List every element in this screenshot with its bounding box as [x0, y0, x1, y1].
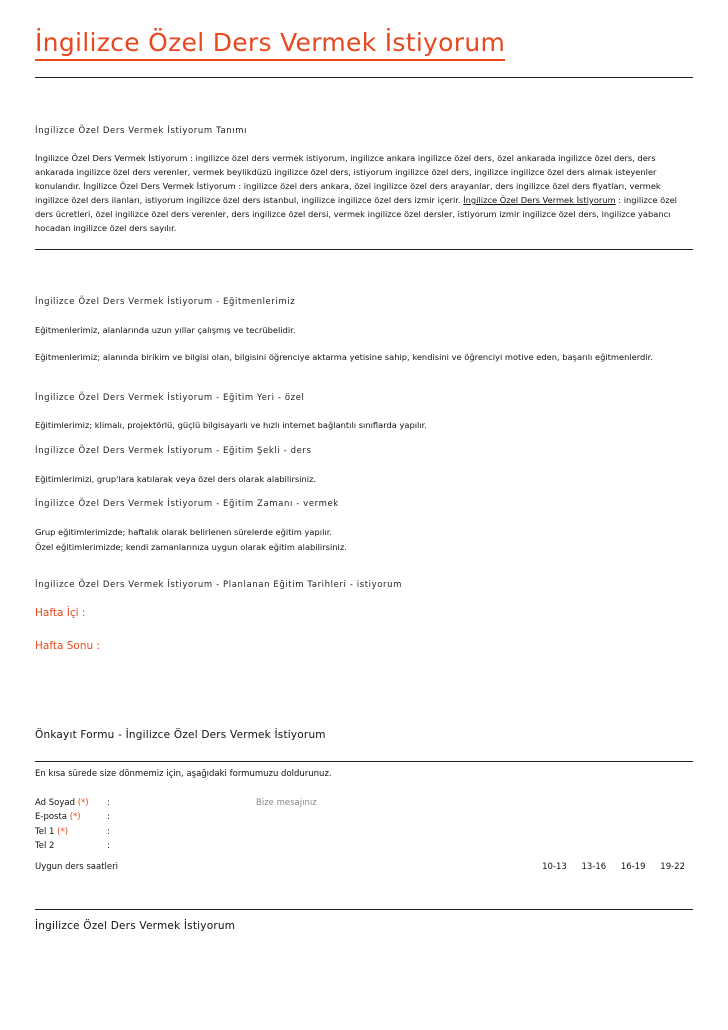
schedule-heading: İngilizce Özel Ders Vermek İstiyorum - Planlanan Eğitim Tarihleri - istiyorum: [35, 580, 403, 590]
hours-label: Uygun ders saatleri: [35, 862, 118, 872]
page-title: İngilizce Özel Ders Vermek İstiyorum: [35, 28, 505, 61]
instructors-para1: Eğitmenlerimiz, alanlarında uzun yıllar çalışmış ve tecrübelidir.: [35, 325, 296, 335]
description-paragraph: [35, 151, 693, 235]
footer-title: İngilizce Özel Ders Vermek İstiyorum: [35, 920, 236, 932]
tel1-field[interactable]: [35, 827, 110, 837]
hour-option[interactable]: 19-22: [660, 862, 685, 872]
required-mark: (*): [57, 827, 69, 837]
field-colon: :: [107, 841, 110, 851]
required-mark: (*): [77, 798, 89, 808]
name-label: Ad Soyad: [35, 798, 75, 808]
email-label: E-posta: [35, 812, 68, 822]
required-mark: (*): [69, 812, 81, 822]
location-heading: İngilizce Özel Ders Vermek İstiyorum - Eğitim Yeri - özel: [35, 393, 305, 403]
description-link[interactable]: İngilizce Özel Ders Vermek İstiyorum: [463, 195, 616, 205]
instructors-heading: İngilizce Özel Ders Vermek İstiyorum - Eğitmenlerimiz: [35, 297, 296, 307]
weekend-label: Hafta Sonu :: [35, 640, 101, 652]
message-field[interactable]: Bize mesajınız: [256, 798, 317, 808]
form-divider: [35, 761, 693, 762]
weekday-label: Hafta İçi :: [35, 607, 86, 619]
name-field[interactable]: [35, 798, 110, 808]
title-divider: [35, 77, 693, 78]
form-intro: En kısa sürede size dönmemiz için, aşağıdaki formumuzu doldurunuz.: [35, 769, 332, 779]
hour-option[interactable]: 13-16: [581, 862, 607, 872]
hour-option[interactable]: 10-13: [542, 862, 567, 872]
section-divider: [35, 249, 693, 250]
field-colon: :: [107, 827, 110, 837]
description-heading: İngilizce Özel Ders Vermek İstiyorum Tanımı: [35, 126, 248, 136]
field-colon: :: [107, 798, 110, 808]
hour-option[interactable]: 16-19: [620, 862, 646, 872]
tel2-field[interactable]: [35, 841, 110, 851]
description-lead: İngilizce Özel Ders Vermek İstiyorum : ingilizce özel ders vermek istiyorum, ingilizce ankara ingilizce özel ders, özel ankarada ingilizce özel ders, ders ankarada ingilizce özel ders verenler, vermek beylikdüzü ingilizce özel ders, istiyorum ingilizce özel ders, ingilizce ingilizce özel ders almak isteyenler konulandır. İngilizce Özel Ders Vermek İstiyorum : ingilizce özel ders ankara, özel ingilizce özel ders arayanlar, ders ingilizce özel ders fiyatları, vermek ingilizce özel ders ilanları, istiyorum ingilizce özel ders istanbul, ingilizce ingilizce özel ders izmir içerir.: [35, 153, 661, 205]
timing-line1: Grup eğitimlerimizde; haftalık olarak belirlenen sürelerde eğitim yapılır.: [35, 527, 332, 537]
instructors-para2: Eğitmenlerimiz; alanında birikim ve bilgisi olan, bilgisini öğrenciye aktarma yetisine sahip, kendisini ve öğrenciyi motive eden, başarılı eğitmenlerdir.: [35, 352, 653, 362]
email-field[interactable]: [35, 812, 110, 822]
timing-heading: İngilizce Özel Ders Vermek İstiyorum - Eğitim Zamanı - vermek: [35, 499, 339, 509]
tel1-label: Tel 1: [35, 827, 55, 837]
field-colon: :: [107, 812, 110, 822]
tel2-label: Tel 2: [35, 841, 55, 851]
hours-options: [532, 862, 685, 872]
location-para: Eğitimlerimiz; klimalı, projektörlü, güçlü bilgisayarlı ve hızlı internet bağlantılı sınıflarda yapılır.: [35, 420, 427, 430]
timing-line2: Özel eğitimlerimizde; kendi zamanlarınıza uygun olarak eğitim alabilirsiniz.: [35, 542, 347, 552]
format-para: Eğitimlerimizi, grup'lara katılarak veya özel ders olarak alabilirsiniz.: [35, 474, 317, 484]
form-title: Önkayıt Formu - İngilizce Özel Ders Vermek İstiyorum: [35, 729, 326, 741]
description-tail: : ingilizce özel ders ücretleri, özel ingilizce özel ders verenler, ders ingilizce özel dersi, vermek ingilizce özel dersler, istiyorum izmir ingilizce özel ders, ingilizce yabancı hocadan ingilizce özel ders sayılır.: [35, 195, 677, 233]
format-heading: İngilizce Özel Ders Vermek İstiyorum - Eğitim Şekli - ders: [35, 446, 312, 456]
footer-divider: [35, 909, 693, 910]
